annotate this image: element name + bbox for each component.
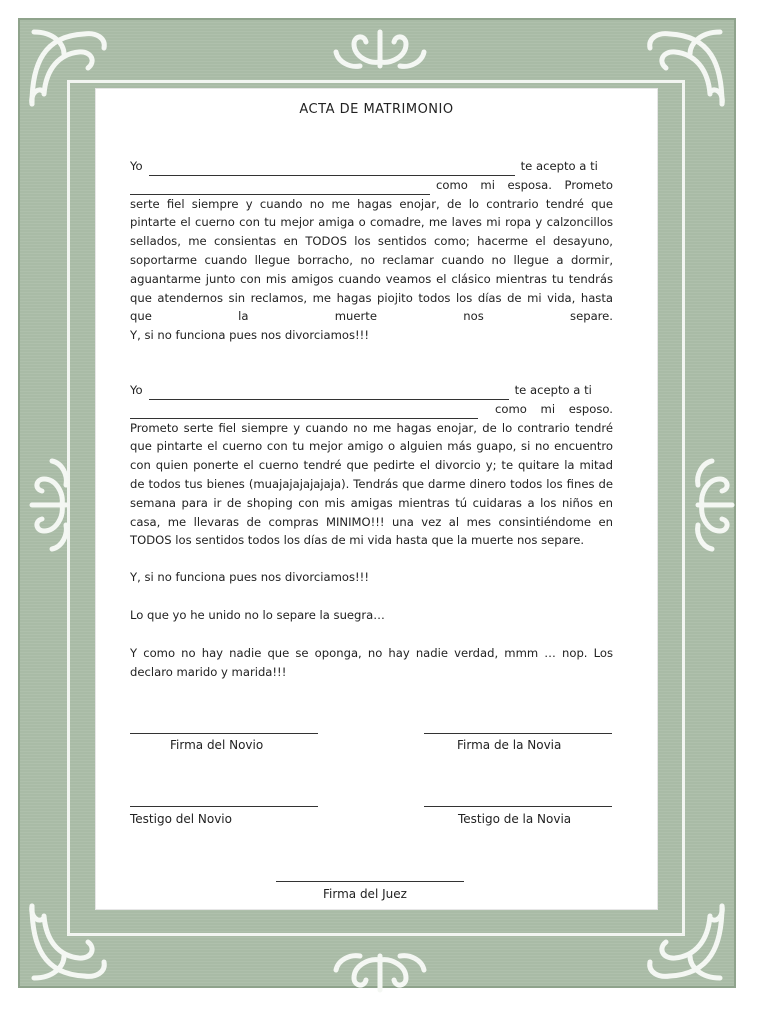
judge-signature-label: Firma del Juez xyxy=(323,887,407,901)
bride-vow-name-blank[interactable] xyxy=(149,387,509,400)
bride-vow-body: Prometo serte fiel siempre y cuando no me hagas enojar, de lo contrario tendré que pintarte el cuerno con tu mejor amigo o alguien más guapo, si no encuentro con quien ponerte el cuerno tendré que pedirte el divorcio y; te quitare la mitad de todos tus bienes (muajajajajajaja). Tendrás que darme dinero todos los fines de semana para ir de shoping con mis amigas mientras tú cuidaras a los niños en casa, me llevaras de compras MINIMO!!! una vez al mes consintiéndome en TODOS los sentidos todos los días de mi vida hasta que la muerte nos separe. xyxy=(130,420,613,548)
bride-te-acepto-label: te acepto a ti xyxy=(514,383,592,397)
top-center-ornament-icon xyxy=(330,26,430,72)
judge-signature-line[interactable] xyxy=(276,881,464,882)
bride-vow-name-row xyxy=(130,381,613,400)
groom-name-blank[interactable] xyxy=(149,163,515,176)
groom-witness-line[interactable] xyxy=(130,806,318,807)
left-center-ornament-icon xyxy=(26,455,72,555)
groom-yo-label: Yo xyxy=(130,159,143,173)
bride-witness-label: Testigo de la Novia xyxy=(458,812,572,826)
right-center-ornament-icon xyxy=(692,455,738,555)
groom-vow xyxy=(130,157,613,345)
groom-vow-closing: Y, si no funciona pues nos divorciamos!!! xyxy=(130,328,369,343)
groom-name-row xyxy=(130,157,613,176)
bride-signature-line[interactable] xyxy=(424,733,612,734)
groom-vow-body: serte fiel siempre y cuando no me hagas enojar, de lo contrario tendré que pintarte el cuerno con tu mejor amiga o comadre, me laves mi ropa y calzoncillos sellados, me consientas en TODOS los sentidos como; hacerme el desayuno, soportarme cuando llegue borracho, no reclamar cuando no llegue a dormir, aguantarme junto con mis amigos cuando veamos el clásico mientras tu tendrás que atendernos sin reclamos, me hagas piojito todos los días de mi vida, hasta que la muerte nos separe. xyxy=(130,196,613,324)
bride-name-blank[interactable] xyxy=(130,182,430,195)
groom-name-blank-2[interactable] xyxy=(130,406,478,419)
groom-signature-label: Firma del Novio xyxy=(170,738,264,752)
bottom-center-ornament-icon xyxy=(330,950,430,996)
groom-como-label: como mi esposa. Prometo xyxy=(436,177,613,192)
bride-signature-label: Firma de la Novia xyxy=(457,738,562,752)
groom-vow-name-row xyxy=(130,400,613,419)
bride-name-row xyxy=(130,176,613,195)
document-title: ACTA DE MATRIMONIO xyxy=(299,102,454,117)
groom-te-acepto-label: te acepto a ti xyxy=(520,159,598,173)
bride-vow-closing: Y, si no funciona pues nos divorciamos!!! xyxy=(130,570,369,585)
declaration: Y como no hay nadie que se oponga, no hay nadie verdad, mmm … nop. Los declaro marido y marida!!! xyxy=(130,645,613,679)
bride-como-label: como mi esposo. xyxy=(495,401,613,416)
groom-witness-label: Testigo del Novio xyxy=(130,812,232,826)
bride-yo-label: Yo xyxy=(130,383,143,397)
suegra-line: Lo que yo he unido no lo separe la suegra… xyxy=(130,607,385,622)
bride-witness-line[interactable] xyxy=(424,806,612,807)
groom-signature-line[interactable] xyxy=(130,733,318,734)
bride-vow xyxy=(130,381,613,681)
